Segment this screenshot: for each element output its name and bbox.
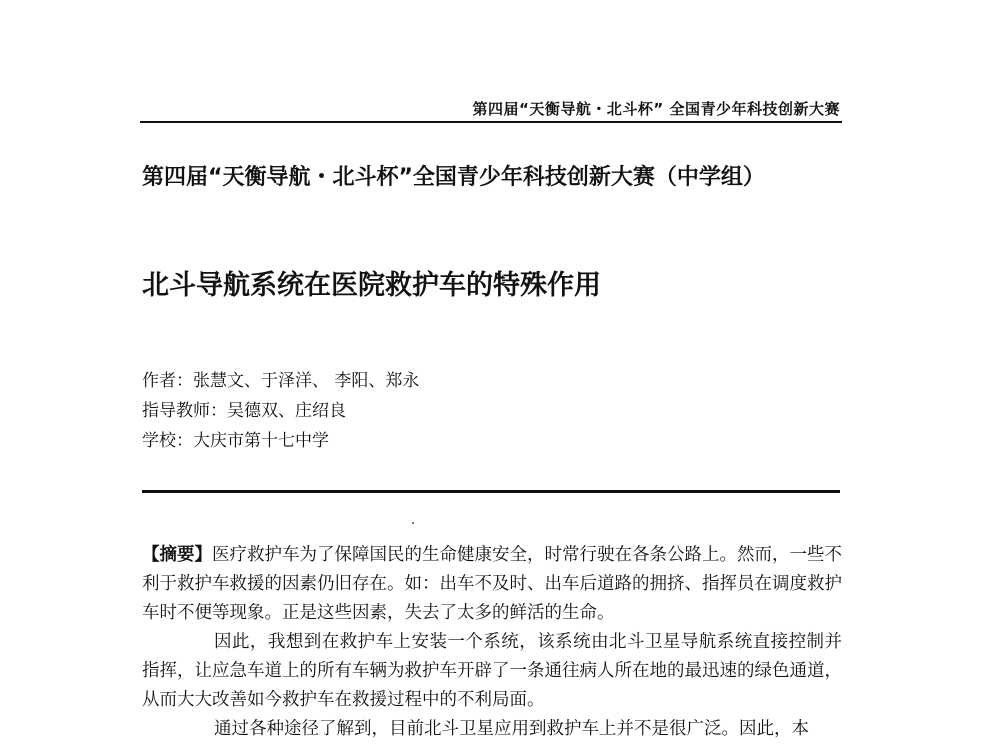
paper-title: 北斗导航系统在医院救护车的特殊作用 <box>142 270 601 301</box>
running-header: 第四届“天衡导航・北斗杯” 全国青少年科技创新大赛 <box>472 100 840 118</box>
abstract <box>142 541 842 744</box>
school-line: 学校：大庆市第十七中学 <box>142 431 329 451</box>
abstract-paragraph-3: 通过各种途径了解到，目前北斗卫星应用到救护车上并不是很广泛。因此，本 <box>214 719 809 739</box>
abstract-paragraph-2: 因此，我想到在救护车上安装一个系统，该系统由北斗卫星导航系统直接控制并指挥，让应急车道上的所有车辆为救护车开辟了一条通往病人所在地的最迅速的绿色通道，从而大大改善如今救护车在救援过程中的不利局面。 <box>142 632 842 710</box>
header-rule <box>140 121 842 123</box>
advisors-line: 指导教师：吴德双、庄绍良 <box>142 401 346 421</box>
abstract-text-1: 医疗救护车为了保障国民的生命健康安全，时常行驶在各条公路上。然而，一些不利于救护车救援的因素仍旧存在。如：出车不及时、出车后道路的拥挤、指挥员在调度救护车时不便等现象。正是这些因素，失去了太多的鲜活的生命。 <box>142 545 842 623</box>
scan-speck <box>412 522 414 524</box>
abstract-label: 【摘要】 <box>142 545 212 565</box>
section-divider <box>142 490 840 493</box>
abstract-paragraph-1 <box>142 541 842 628</box>
authors-line: 作者：张慧文、于泽洋、 李阳、郑永 <box>142 371 420 391</box>
contest-title: 第四届“天衡导航・北斗杯”全国青少年科技创新大赛（中学组） <box>142 165 765 190</box>
